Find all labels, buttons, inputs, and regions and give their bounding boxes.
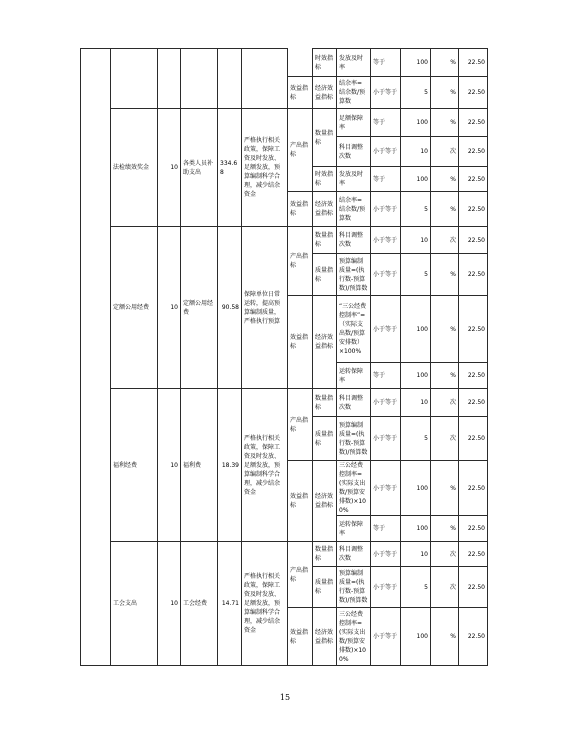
project-name-cell: 定额公用经费 bbox=[110, 226, 158, 389]
level2-indicator-cell: 质量指标 bbox=[312, 566, 337, 608]
page-number: 15 bbox=[279, 693, 291, 702]
operator-cell: 等于 bbox=[370, 166, 401, 192]
level2-indicator-cell: 经济效益指标 bbox=[312, 460, 337, 542]
unit-cell: 次 bbox=[430, 226, 459, 254]
budget-item-cell bbox=[180, 48, 218, 109]
operator-cell: 小于等于 bbox=[370, 136, 401, 167]
level1-indicator-cell: 产出指标 bbox=[287, 226, 313, 296]
score-cell: 22.50 bbox=[458, 607, 488, 666]
level2-indicator-cell: 经济效益指标 bbox=[312, 295, 337, 389]
budget-item-cell: 各类人员补助支出 bbox=[180, 108, 218, 227]
indicator-name-cell: 预算编制质量=(执行数-预算数)/预算数 bbox=[336, 253, 371, 296]
project-name-cell: 工会支出 bbox=[110, 541, 158, 666]
target-value-cell: 100 bbox=[400, 362, 431, 389]
level1-indicator-cell: 效益指标 bbox=[287, 607, 313, 666]
goal-cell: 严格执行相关政策，保障工资及时发放、足额发放，预算编制科学合理，减少结余资金 bbox=[241, 541, 288, 666]
unit-cell: % bbox=[430, 76, 459, 109]
weight-cell: 10 bbox=[157, 388, 181, 542]
amount-cell bbox=[217, 48, 242, 109]
operator-cell: 小于等于 bbox=[370, 253, 401, 296]
operator-cell: 小于等于 bbox=[370, 607, 401, 666]
target-value-cell: 5 bbox=[400, 76, 431, 109]
level2-indicator-cell: 数量指标 bbox=[312, 541, 337, 567]
target-value-cell: 10 bbox=[400, 388, 431, 417]
indicator-name-cell: 科目调整次数 bbox=[336, 541, 371, 567]
score-cell: 22.50 bbox=[458, 295, 488, 363]
operator-cell: 等于 bbox=[370, 515, 401, 542]
indicator-name-cell: 结余率=结余数/预算数 bbox=[336, 191, 371, 227]
target-value-cell: 100 bbox=[400, 607, 431, 666]
weight-cell: 10 bbox=[157, 541, 181, 666]
operator-cell: 等于 bbox=[370, 48, 401, 77]
amount-cell: 14.71 bbox=[217, 541, 242, 666]
target-value-cell: 100 bbox=[400, 108, 431, 137]
goal-cell: 严格执行相关政策，保障工资及时发放、足额发放，预算编制科学合理，减少结余资金 bbox=[241, 108, 288, 227]
indicator-name-cell: 预算编制质量=(执行数-预算数)/预算数 bbox=[336, 566, 371, 608]
unit-cell: % bbox=[430, 607, 459, 666]
operator-cell: 等于 bbox=[370, 108, 401, 137]
level1-indicator-cell: 效益指标 bbox=[287, 76, 313, 109]
level1-indicator-cell: 效益指标 bbox=[287, 460, 313, 542]
score-cell: 22.50 bbox=[458, 166, 488, 192]
operator-cell: 小于等于 bbox=[370, 76, 401, 109]
level1-indicator-cell: 效益指标 bbox=[287, 295, 313, 389]
level2-indicator-cell: 数量指标 bbox=[312, 108, 337, 167]
score-cell: 22.50 bbox=[458, 48, 488, 77]
operator-cell: 小于等于 bbox=[370, 566, 401, 608]
target-value-cell: 100 bbox=[400, 48, 431, 77]
indicator-name-cell: 预算编制质量=(执行数-预算数)/预算数 bbox=[336, 416, 371, 461]
blank-first-column bbox=[80, 48, 111, 666]
score-cell: 22.50 bbox=[458, 515, 488, 542]
unit-cell: % bbox=[430, 253, 459, 296]
indicator-name-cell: 科目调整次数 bbox=[336, 226, 371, 254]
level1-indicator-cell: 效益指标 bbox=[287, 191, 313, 227]
target-value-cell: 5 bbox=[400, 191, 431, 227]
unit-cell: 次 bbox=[430, 388, 459, 417]
indicator-name-cell: 运转保障率 bbox=[336, 362, 371, 389]
unit-cell: 次 bbox=[430, 136, 459, 167]
indicator-name-cell: 科目调整次数 bbox=[336, 388, 371, 417]
unit-cell: % bbox=[430, 48, 459, 77]
target-value-cell: 100 bbox=[400, 460, 431, 516]
score-cell: 22.50 bbox=[458, 388, 488, 417]
target-value-cell: 10 bbox=[400, 136, 431, 167]
indicator-name-cell: 结余率=结余数/预算数 bbox=[336, 76, 371, 109]
goal-cell: 保障单位日常运转，提高预算编制质量，严格执行预算 bbox=[241, 226, 288, 389]
operator-cell: 小于等于 bbox=[370, 191, 401, 227]
weight-cell: 10 bbox=[157, 108, 181, 227]
target-value-cell: 100 bbox=[400, 515, 431, 542]
unit-cell: % bbox=[430, 460, 459, 516]
operator-cell: 小于等于 bbox=[370, 226, 401, 254]
indicator-name-cell: 足额保障率 bbox=[336, 108, 371, 137]
indicator-name-cell: 发放及时率 bbox=[336, 166, 371, 192]
unit-cell: % bbox=[430, 295, 459, 363]
amount-cell: 18.39 bbox=[217, 388, 242, 542]
level2-indicator-cell: 经济效益指标 bbox=[312, 191, 337, 227]
target-value-cell: 10 bbox=[400, 541, 431, 567]
level1-indicator-cell: 产出指标 bbox=[287, 541, 313, 608]
goal-cell: 严格执行相关政策，保障工资及时发放、足额发放，预算编制科学合理，减少结余资金 bbox=[241, 388, 288, 542]
unit-cell: 次 bbox=[430, 541, 459, 567]
weight-cell bbox=[157, 48, 181, 109]
operator-cell: 小于等于 bbox=[370, 388, 401, 417]
budget-item-cell: 定额公用经费 bbox=[180, 226, 218, 389]
score-cell: 22.50 bbox=[458, 566, 488, 608]
indicator-name-cell: 科目调整次数 bbox=[336, 136, 371, 167]
level2-indicator-cell: 时效指标 bbox=[312, 48, 337, 77]
unit-cell: % bbox=[430, 362, 459, 389]
score-cell: 22.50 bbox=[458, 136, 488, 167]
unit-cell: 次 bbox=[430, 416, 459, 461]
amount-cell: 334.68 bbox=[217, 108, 242, 227]
level2-indicator-cell: 数量指标 bbox=[312, 226, 337, 254]
operator-cell: 小于等于 bbox=[370, 541, 401, 567]
target-value-cell: 5 bbox=[400, 416, 431, 461]
indicator-name-cell: 发放及时率 bbox=[336, 48, 371, 77]
level2-indicator-cell: 质量指标 bbox=[312, 416, 337, 461]
unit-cell: % bbox=[430, 108, 459, 137]
score-cell: 22.50 bbox=[458, 108, 488, 137]
target-value-cell: 100 bbox=[400, 166, 431, 192]
level2-indicator-cell: 数量指标 bbox=[312, 388, 337, 417]
level2-indicator-cell: 经济效益指标 bbox=[312, 607, 337, 666]
level1-indicator-cell: 产出指标 bbox=[287, 108, 313, 192]
score-cell: 22.50 bbox=[458, 253, 488, 296]
score-cell: 22.50 bbox=[458, 362, 488, 389]
weight-cell: 10 bbox=[157, 226, 181, 389]
operator-cell: 小于等于 bbox=[370, 460, 401, 516]
indicator-name-cell: “三公经费控制率”=（实际支出数/预算安排数）×100% bbox=[336, 295, 371, 363]
project-name-cell: 法检绩效奖金 bbox=[110, 108, 158, 227]
unit-cell: 次 bbox=[430, 566, 459, 608]
amount-cell: 90.58 bbox=[217, 226, 242, 389]
budget-item-cell: 福利费 bbox=[180, 388, 218, 542]
target-value-cell: 5 bbox=[400, 566, 431, 608]
score-cell: 22.50 bbox=[458, 76, 488, 109]
score-cell: 22.50 bbox=[458, 541, 488, 567]
indicator-name-cell: 运转保障率 bbox=[336, 515, 371, 542]
operator-cell: 等于 bbox=[370, 362, 401, 389]
level2-indicator-cell: 时效指标 bbox=[312, 166, 337, 192]
score-cell: 22.50 bbox=[458, 226, 488, 254]
level2-indicator-cell: 经济效益指标 bbox=[312, 76, 337, 109]
operator-cell: 小于等于 bbox=[370, 416, 401, 461]
goal-cell bbox=[241, 48, 288, 109]
project-name-cell: 福利经费 bbox=[110, 388, 158, 542]
indicator-name-cell: 三公经费控制率=(实际支出数/预算安排数)×100% bbox=[336, 607, 371, 666]
target-value-cell: 10 bbox=[400, 226, 431, 254]
target-value-cell: 5 bbox=[400, 253, 431, 296]
score-cell: 22.50 bbox=[458, 191, 488, 227]
unit-cell: % bbox=[430, 515, 459, 542]
unit-cell: % bbox=[430, 166, 459, 192]
indicator-name-cell: 三公经费控制率=(实际支出数/预算安排数)×100% bbox=[336, 460, 371, 516]
level1-indicator-cell: 产出指标 bbox=[287, 388, 313, 461]
operator-cell: 小于等于 bbox=[370, 295, 401, 363]
level2-indicator-cell: 质量指标 bbox=[312, 253, 337, 296]
project-name-cell bbox=[110, 48, 158, 109]
budget-item-cell: 工会经费 bbox=[180, 541, 218, 666]
score-cell: 22.50 bbox=[458, 416, 488, 461]
unit-cell: % bbox=[430, 191, 459, 227]
target-value-cell: 100 bbox=[400, 295, 431, 363]
score-cell: 22.50 bbox=[458, 460, 488, 516]
